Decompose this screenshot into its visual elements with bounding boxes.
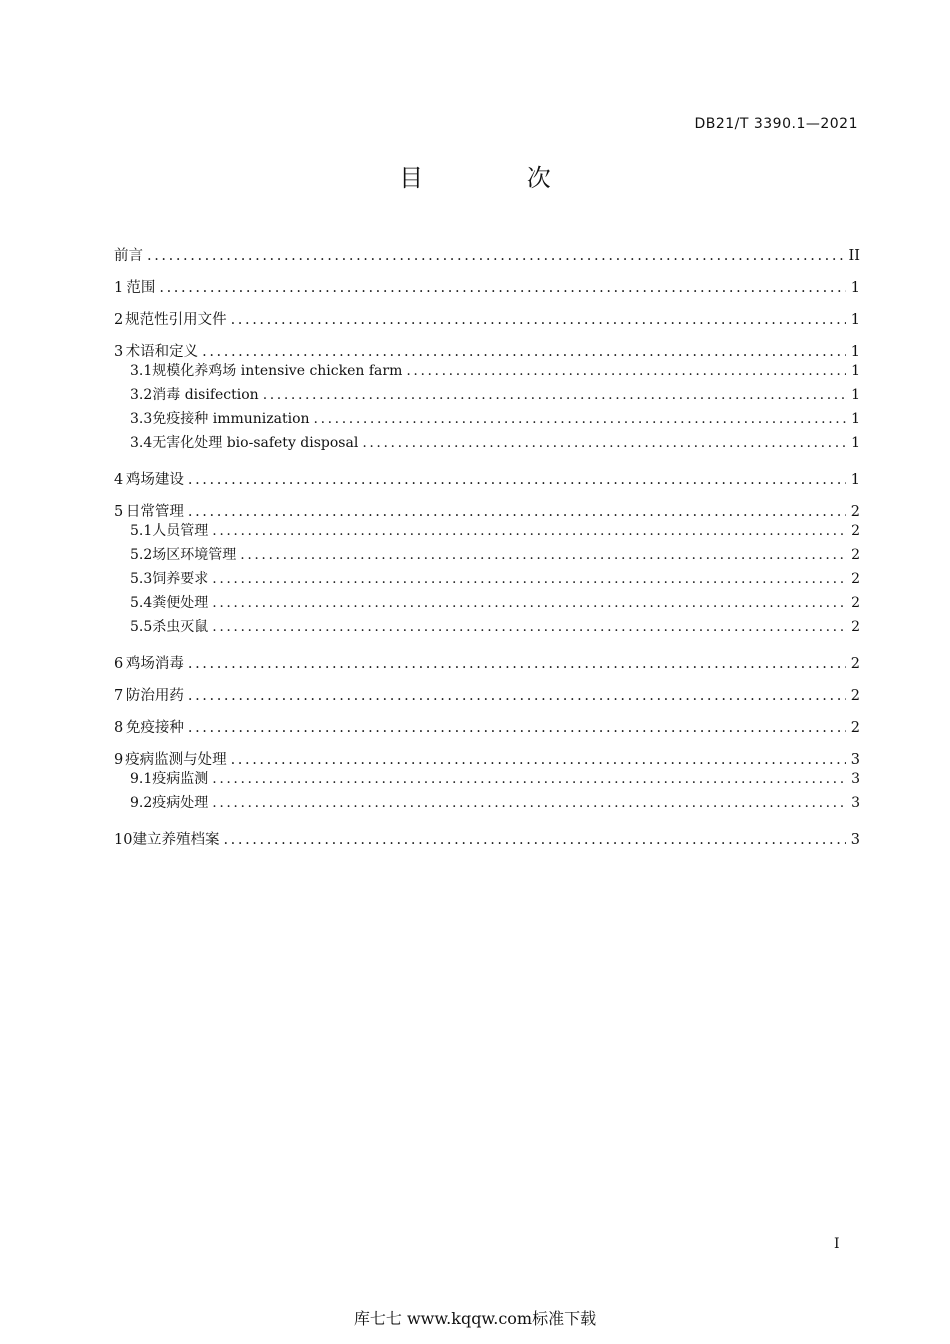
toc-entry-label: 粪便处理 (152, 595, 209, 611)
toc-entry[interactable] (114, 244, 860, 264)
toc-entry-number: 5.1 (130, 523, 153, 539)
table-of-contents (114, 244, 860, 848)
toc-entry[interactable] (114, 616, 860, 640)
toc-entry-number: 5 (114, 504, 124, 520)
toc-entry[interactable] (114, 308, 860, 328)
toc-entry-label: 术语和定义 (125, 344, 199, 360)
toc-entry[interactable] (114, 340, 860, 360)
toc-entry-page: 2 (850, 656, 860, 672)
toc-leader-dots (202, 344, 846, 360)
toc-entry-label: 建立养殖档案 (132, 832, 220, 848)
toc-entry-label: 疫病处理 (152, 795, 209, 811)
toc-leader-dots (263, 387, 846, 403)
toc-entry-page: 2 (851, 523, 860, 539)
toc-leader-dots (212, 619, 846, 635)
toc-entry-label: 疫病监测 (152, 771, 209, 787)
toc-leader-dots (188, 720, 846, 736)
toc-entry-page: 1 (851, 435, 860, 451)
toc-entry-number: 1 (114, 280, 124, 296)
toc-entry-page: 1 (850, 312, 860, 328)
toc-leader-dots (231, 312, 846, 328)
toc-entry-label: 人员管理 (152, 523, 209, 539)
toc-entry-page: 1 (850, 472, 860, 488)
toc-entry-page: 2 (851, 619, 860, 635)
toc-leader-dots (188, 656, 846, 672)
toc-entry-number: 9.2 (130, 795, 153, 811)
toc-entry-number: 5.4 (130, 595, 153, 611)
toc-entry-page: 2 (850, 720, 860, 736)
toc-entry-page: 1 (851, 411, 860, 427)
toc-entry[interactable] (114, 408, 860, 432)
toc-entry[interactable] (114, 500, 860, 520)
page-number: I (834, 1236, 840, 1252)
toc-entry-label: 场区环境管理 (152, 547, 237, 563)
toc-entry-number: 5.5 (130, 619, 153, 635)
toc-entry-page: 2 (850, 504, 860, 520)
toc-entry[interactable] (114, 684, 860, 704)
toc-entry[interactable] (114, 748, 860, 768)
toc-leader-dots (188, 472, 846, 488)
toc-leader-dots (314, 411, 846, 427)
watermark-text: 库七七 www.kqqw.com标准下载 (353, 1309, 597, 1328)
toc-entry-page: 2 (851, 571, 860, 587)
toc-entry-page: 2 (851, 547, 860, 563)
toc-entry-label: 防治用药 (125, 688, 184, 704)
toc-entry-page: II (848, 248, 860, 264)
toc-entry-number: 2 (114, 312, 124, 328)
toc-entry-label: 杀虫灭鼠 (152, 619, 209, 635)
toc-entry-page: 2 (851, 595, 860, 611)
toc-entry-page: 3 (851, 771, 860, 787)
toc-leader-dots (212, 771, 846, 787)
toc-entry[interactable] (114, 432, 860, 456)
toc-entry-number: 5.2 (130, 547, 153, 563)
toc-leader-dots (231, 752, 846, 768)
toc-entry-number: 3.3 (130, 411, 153, 427)
toc-entry-number: 3.1 (130, 363, 153, 379)
toc-entry-number: 3.2 (130, 387, 153, 403)
toc-entry-number: 10 (114, 832, 133, 848)
toc-entry[interactable] (114, 652, 860, 672)
toc-entry[interactable] (114, 384, 860, 408)
toc-entry-page: 1 (850, 280, 860, 296)
toc-entry-number: 3 (114, 344, 124, 360)
toc-leader-dots (212, 571, 846, 587)
toc-entry[interactable] (114, 768, 860, 792)
toc-entry-label: 免疫接种 immunization (152, 411, 310, 427)
toc-leader-dots (240, 547, 846, 563)
toc-entry-label: 前言 (114, 248, 143, 264)
toc-entry-page: 3 (850, 832, 860, 848)
toc-entry-label: 规范性引用文件 (125, 312, 227, 328)
toc-entry-label: 规模化养鸡场 intensive chicken farm (152, 363, 403, 379)
toc-entry[interactable] (114, 568, 860, 592)
toc-entry-page: 1 (850, 344, 860, 360)
toc-entry-number: 9 (114, 752, 124, 768)
toc-entry-number: 8 (114, 720, 124, 736)
standard-code: DB21/T 3390.1—2021 (694, 116, 858, 132)
toc-entry[interactable] (114, 520, 860, 544)
toc-entry[interactable] (114, 828, 860, 848)
toc-leader-dots (212, 523, 846, 539)
toc-leader-dots (212, 595, 846, 611)
toc-entry-page: 1 (851, 363, 860, 379)
toc-entry-label: 疫病监测与处理 (125, 752, 227, 768)
toc-entry[interactable] (114, 468, 860, 488)
toc-entry-label: 范围 (126, 280, 156, 296)
toc-leader-dots (362, 435, 846, 451)
toc-entry-label: 饲养要求 (152, 571, 209, 587)
toc-entry-number: 4 (114, 472, 124, 488)
toc-leader-dots (188, 688, 846, 704)
toc-entry-label: 鸡场建设 (125, 472, 184, 488)
toc-entry-page: 1 (851, 387, 860, 403)
toc-leader-dots (223, 832, 846, 848)
toc-entry-number: 7 (114, 688, 124, 704)
toc-entry-page: 2 (850, 688, 860, 704)
toc-entry-label: 免疫接种 (125, 720, 184, 736)
toc-entry-label: 日常管理 (125, 504, 184, 520)
toc-entry-page: 3 (850, 752, 860, 768)
toc-leader-dots (212, 795, 846, 811)
toc-entry[interactable] (114, 360, 860, 384)
toc-entry[interactable] (114, 716, 860, 736)
toc-entry-label: 无害化处理 bio-safety disposal (152, 435, 359, 451)
toc-entry[interactable] (114, 544, 860, 568)
toc-entry-number: 5.3 (130, 571, 153, 587)
toc-entry-label: 鸡场消毒 (125, 656, 184, 672)
toc-entry[interactable] (114, 276, 860, 296)
toc-leader-dots (406, 363, 846, 379)
toc-entry-number: 6 (114, 656, 124, 672)
toc-leader-dots (188, 504, 846, 520)
toc-entry[interactable] (114, 792, 860, 816)
toc-entry-page: 3 (851, 795, 860, 811)
toc-entry-number: 9.1 (130, 771, 153, 787)
toc-entry-label: 消毒 disifection (152, 387, 259, 403)
toc-entry[interactable] (114, 592, 860, 616)
toc-leader-dots (147, 248, 845, 264)
page-title: 目 次 (399, 164, 599, 192)
toc-leader-dots (159, 280, 846, 296)
toc-entry-number: 3.4 (130, 435, 153, 451)
